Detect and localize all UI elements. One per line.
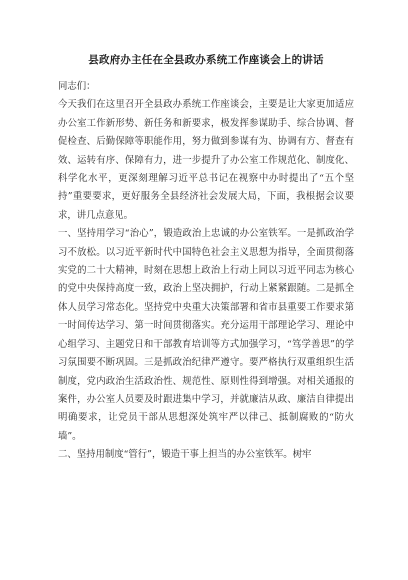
paragraph-opening: 今天我们在这里召开全县政办系统工作座谈会，主要是让大家更加适应办公室工作新形势、新任务和新要求，极发挥参谋助手、综合协调、督促检查、后勤保障等职能作用，努力做到参谋有为、协调有方、督查有效、运转有序、保障有力，进一步提升了办公室工作规范化、制度化、科学化水平，更深刻理解习近平总书记在视察中办时提出了“五个坚持”重要要求，更好服务全县经济社会发展大局，下面，我根据会议要求，讲几点意见。 (58, 99, 354, 221)
paragraph-section-two: 二、坚持用制度“管行”，锻造干事上担当的办公室铁军。树牢 (58, 449, 312, 461)
document-title: 县政府办主任在全县政办系统工作座谈会上的讲话 (88, 54, 324, 66)
salutation: 同志们： (58, 81, 96, 92)
paragraph-section-one: 一、坚持用学习“治心”，锻造政治上忠诚的办公室铁军。一是抓政治学习不放松。以习近平新时代中国特色社会主义思想为指导，全面贯彻落实党的二十大精神，时刻在思想上政治上行动上同以习近平同志为核心的党中央保持高度一致，政治上坚决拥护，行动上紧紧跟随。二是抓全体人员学习常态化。坚持党中央重大决策部署和省市县重要工作要求第一时间传达学习、第一时间贯彻落实。充分运用干部理论学习、理论中心组学习、主题党日和干部教育培训等方式加强学习，“笃学善思”的学习氛围要不断巩固。三是抓政治纪律严遵守。要严格执行双重组织生活制度，党内政治生活政治性、规范性、原则性得到增强。对相关通报的案件，办公室人员要及时跟进集中学习，并就廉洁从政、廉洁自律提出明确要求，让党员干部从思想深处筑牢严以律己、抵制腐败的“防火墙”。 (58, 228, 354, 442)
